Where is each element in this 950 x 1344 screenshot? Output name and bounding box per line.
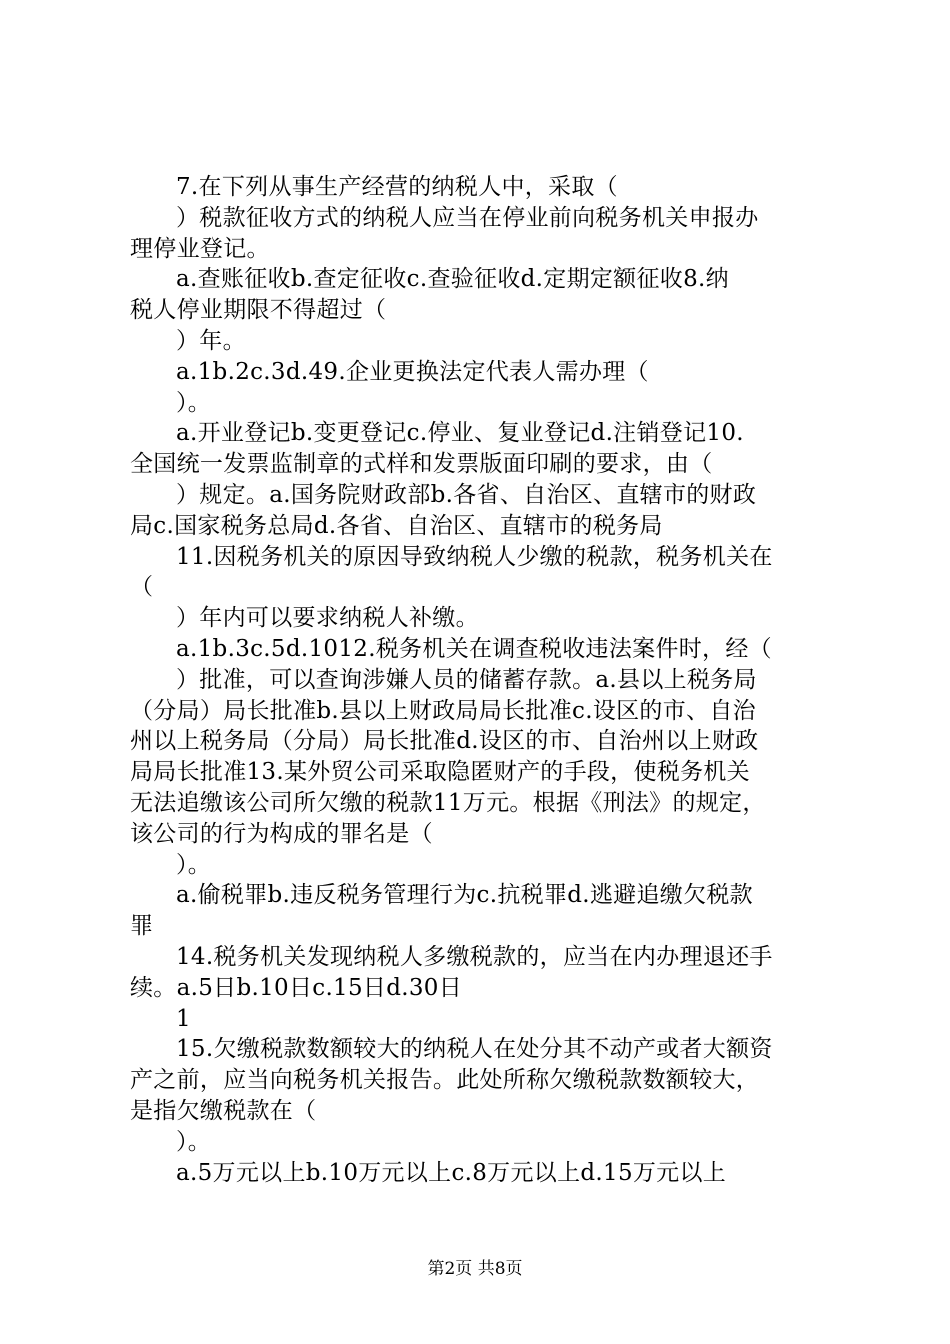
text-line: ）。 bbox=[176, 851, 212, 878]
text-line: 续。a.5日b.10日c.15日d.30日 bbox=[130, 974, 463, 1001]
text-line: （分局）局长批准b.县以上财政局局长批准c.设区的市、自治 bbox=[130, 697, 756, 724]
text-line: 15.欠缴税款数额较大的纳税人在处分其不动产或者大额资 bbox=[176, 1036, 773, 1063]
text-line: 产之前，应当向税务机关报告。此处所称欠缴税款数额较大， bbox=[130, 1067, 760, 1094]
text-line: 局c.国家税务总局d.各省、自治区、直辖市的税务局 bbox=[130, 512, 663, 539]
text-line: 11.因税务机关的原因导致纳税人少缴的税款，税务机关在 bbox=[176, 543, 773, 570]
text-line: a.开业登记b.变更登记c.停业、复业登记d.注销登记10. bbox=[176, 420, 744, 447]
document-body bbox=[130, 172, 830, 1188]
text-line: 是指欠缴税款在（ bbox=[130, 1097, 317, 1124]
text-line: a.偷税罪b.违反税务管理行为c.抗税罪d.逃避追缴欠税款 bbox=[176, 882, 753, 909]
page-footer: 第2页 共8页 bbox=[427, 1259, 523, 1279]
text-line: a.5万元以上b.10万元以上c.8万元以上d.15万元以上 bbox=[176, 1159, 727, 1186]
text-line: 局局长批准13.某外贸公司采取隐匿财产的手段，使税务机关 bbox=[130, 759, 750, 786]
text-line: 州以上税务局（分局）局长批准d.设区的市、自治州以上财政 bbox=[130, 728, 759, 755]
text-line: 7.在下列从事生产经营的纳税人中，采取（ bbox=[176, 174, 618, 200]
text-line: ）规定。a.国务院财政部b.各省、自治区、直辖市的财政 bbox=[176, 481, 757, 508]
text-line: a.1b.3c.5d.1012.税务机关在调查税收违法案件时，经（ bbox=[176, 635, 772, 662]
text-line: 无法追缴该公司所欠缴的税款11万元。根据《刑法》的规定， bbox=[130, 789, 766, 816]
text-line: a.查账征收b.查定征收c.查验征收d.定期定额征收8.纳 bbox=[176, 266, 729, 293]
text-line: 该公司的行为构成的罪名是（ bbox=[130, 820, 433, 847]
text-line: 全国统一发票监制章的式样和发票版面印刷的要求，由（ bbox=[130, 451, 713, 478]
text-line: ）。 bbox=[176, 1128, 212, 1155]
text-line: ）税款征收方式的纳税人应当在停业前向税务机关申报办 bbox=[176, 204, 759, 231]
text-line: 罪 bbox=[130, 913, 154, 940]
text-line: 理停业登记。 bbox=[130, 235, 270, 262]
text-line: （ bbox=[130, 574, 154, 601]
text-line: ）年。 bbox=[176, 327, 246, 354]
text-line: ）。 bbox=[176, 389, 212, 416]
text-line: a.1b.2c.3d.49.企业更换法定代表人需办理（ bbox=[176, 358, 649, 385]
text-line: 税人停业期限不得超过（ bbox=[130, 297, 387, 324]
text-line: ）批准，可以查询涉嫌人员的储蓄存款。a.县以上税务局 bbox=[176, 666, 757, 693]
text-line: 14.税务机关发现纳税人多缴税款的，应当在内办理退还手 bbox=[176, 943, 773, 970]
text-line: 1 bbox=[176, 1005, 191, 1032]
text-line: ）年内可以要求纳税人补缴。 bbox=[176, 605, 479, 632]
